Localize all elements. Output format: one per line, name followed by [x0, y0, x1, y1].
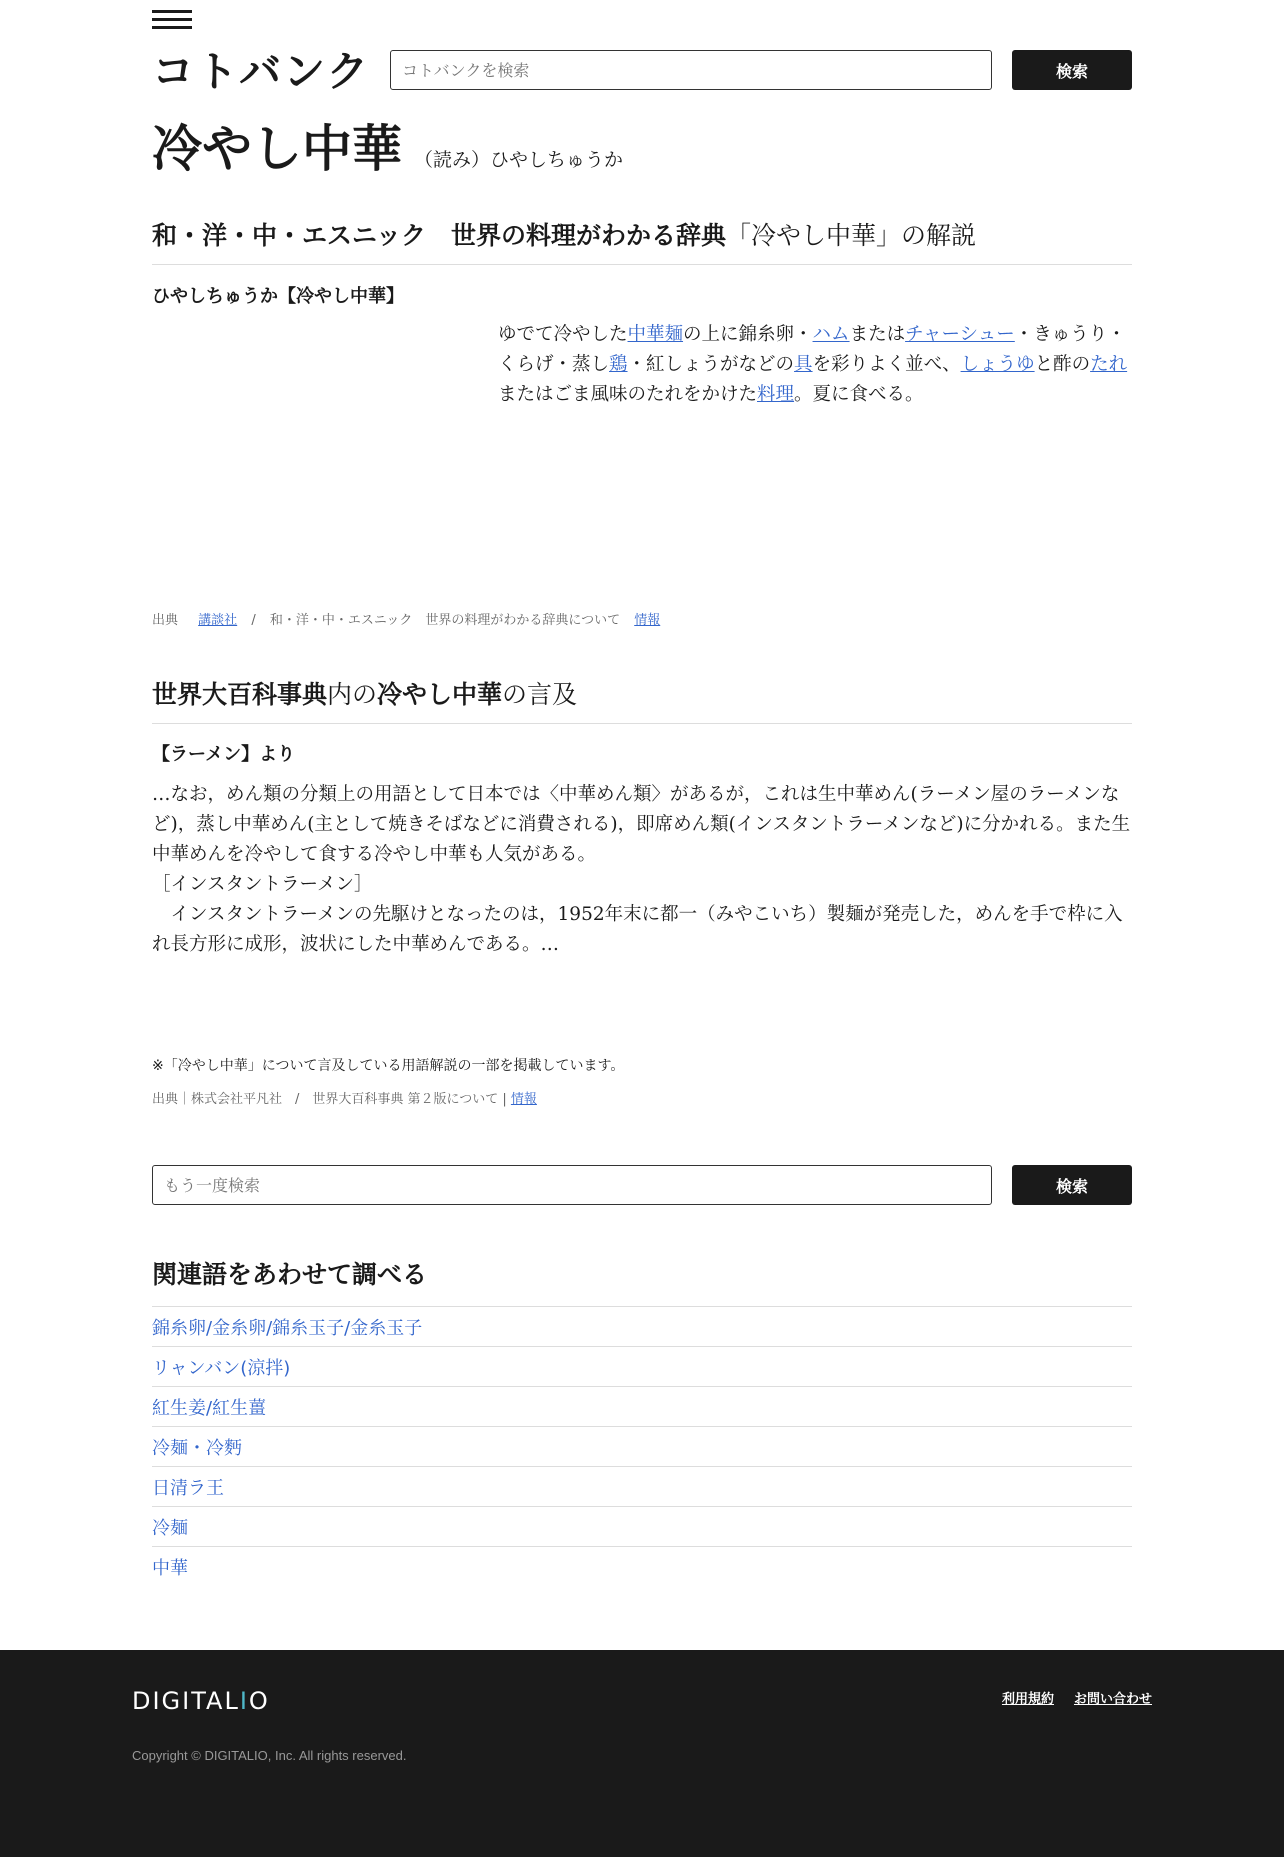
related-link[interactable]: リャンバン(涼拌) — [152, 1357, 291, 1379]
logo-text: DIGITAL — [132, 1687, 240, 1715]
related-link[interactable]: 紅生姜/紅生薑 — [152, 1397, 267, 1419]
header-search — [390, 50, 1132, 90]
logo-text: O — [248, 1687, 270, 1715]
body-text: またはごま風味のたれをかけた — [498, 384, 758, 405]
related-link[interactable]: 冷麺 — [152, 1517, 188, 1539]
link-chashu[interactable]: チャーシュー — [905, 324, 1015, 345]
bottom-search — [152, 1165, 1132, 1205]
heading-suffix: 「冷やし中華」の解説 — [726, 221, 977, 250]
body-text: ・きゅうり・くらげ・蒸し — [498, 324, 1126, 375]
source-label: 出典 — [152, 613, 179, 628]
body-text: ・紅しょうがなどの — [627, 354, 795, 375]
list-item — [152, 1386, 1132, 1426]
mention-note: ※「冷やし中華」について言及している用語解説の一部を掲載しています。 — [152, 1058, 625, 1074]
link-ham[interactable]: ハム — [812, 324, 850, 345]
source-info-link[interactable]: 情報 — [634, 613, 661, 628]
site-logo[interactable]: コトバンク — [152, 47, 371, 96]
mention-body — [152, 780, 1132, 960]
title-row — [152, 118, 623, 180]
source-text: 出典｜株式会社平凡社 / 世界大百科事典 第２版について | — [152, 1092, 507, 1107]
link-gu[interactable]: 具 — [794, 354, 813, 375]
page-title: 冷やし中華 — [152, 120, 402, 178]
link-chuka-men[interactable]: 中華麺 — [627, 324, 684, 345]
link-ryori[interactable]: 料理 — [757, 384, 795, 405]
contact-link[interactable]: お問い合わせ — [1073, 1692, 1152, 1707]
heading-text: 内の — [327, 680, 378, 709]
logo-accent: I — [239, 1687, 249, 1715]
related-link[interactable]: 日清ラ王 — [152, 1477, 224, 1499]
encyclopedia-name: 世界大百科事典 — [152, 680, 328, 709]
page-container — [152, 0, 1132, 1650]
list-item — [152, 1506, 1132, 1546]
related-list — [152, 1306, 1132, 1586]
hamburger-menu-icon[interactable] — [152, 10, 192, 30]
entry-body — [498, 320, 1132, 410]
list-item — [152, 1306, 1132, 1346]
source-separator: / — [251, 613, 256, 628]
source-about: 和・洋・中・エスニック 世界の料理がわかる辞典について — [269, 613, 621, 628]
search-again-input[interactable] — [152, 1165, 992, 1205]
heading-text: の言及 — [502, 680, 578, 709]
list-item — [152, 1466, 1132, 1506]
copyright: Copyright © DIGITALIO, Inc. All rights reserved. — [132, 1748, 407, 1763]
mention-subheading: 【ラーメン】より — [152, 744, 296, 765]
dictionary-name: 和・洋・中・エスニック 世界の料理がわかる辞典 — [152, 221, 727, 250]
related-link[interactable]: 冷麺・冷麪 — [152, 1437, 242, 1459]
term-name: 冷やし中華 — [377, 680, 503, 709]
terms-link[interactable]: 利用規約 — [1001, 1692, 1054, 1707]
list-item — [152, 1426, 1132, 1466]
search-again-button[interactable]: 検索 — [1012, 1165, 1132, 1205]
section-heading-dictionary — [152, 216, 1132, 265]
link-shoyu[interactable]: しょうゆ — [960, 354, 1035, 375]
link-tare[interactable]: たれ — [1090, 354, 1128, 375]
footer-links — [1002, 1688, 1152, 1707]
search-input[interactable] — [390, 50, 992, 90]
source-line-kodansha — [152, 611, 660, 631]
related-title: 関連語をあわせて調べる — [152, 1260, 428, 1289]
search-button[interactable]: 検索 — [1012, 50, 1132, 90]
list-item — [152, 1346, 1132, 1386]
footer-logo[interactable] — [132, 1686, 270, 1716]
body-text: または — [849, 324, 906, 345]
page-reading: （読み）ひやしちゅうか — [414, 149, 624, 171]
mention-paragraph: インスタントラーメンの先駆けとなったのは，1952年末に都一（みやこいち）製麺が発売した，めんを手で枠に入れ長方形に成形，波状にした中華めんである。… — [152, 904, 1123, 955]
entry-subheading: ひやしちゅうか【冷やし中華】 — [152, 286, 404, 307]
link-tori[interactable]: 鶏 — [609, 354, 628, 375]
body-text: の上に錦糸卵・ — [683, 324, 813, 345]
publisher-link[interactable]: 講談社 — [198, 613, 238, 628]
body-text: と酢の — [1034, 354, 1091, 375]
footer — [0, 1650, 1284, 1857]
section-heading-mention — [152, 675, 1132, 724]
source-info-link[interactable]: 情報 — [510, 1092, 537, 1107]
list-item — [152, 1546, 1132, 1586]
source-line-heibonsha — [152, 1090, 537, 1110]
mention-paragraph: …なお，めん類の分類上の用語として日本では〈中華めん類〉があるが，これは生中華めん(ラーメン屋のラーメンなど)，蒸し中華めん(主として焼きそばなどに消費される)，即席めん類(インスタントラーメンなど)に分かれる。また生中華めんを冷やして食する冷やし中華も人気がある。 — [152, 784, 1131, 865]
body-text: を彩りよく並べ、 — [812, 354, 961, 375]
related-link[interactable]: 錦糸卵/金糸卵/錦糸玉子/金糸玉子 — [152, 1317, 423, 1339]
related-link[interactable]: 中華 — [152, 1557, 188, 1579]
body-text: ゆでて冷やした — [498, 324, 628, 345]
body-text: 。夏に食べる。 — [794, 384, 924, 405]
mention-paragraph: ［インスタントラーメン］ — [152, 874, 373, 895]
